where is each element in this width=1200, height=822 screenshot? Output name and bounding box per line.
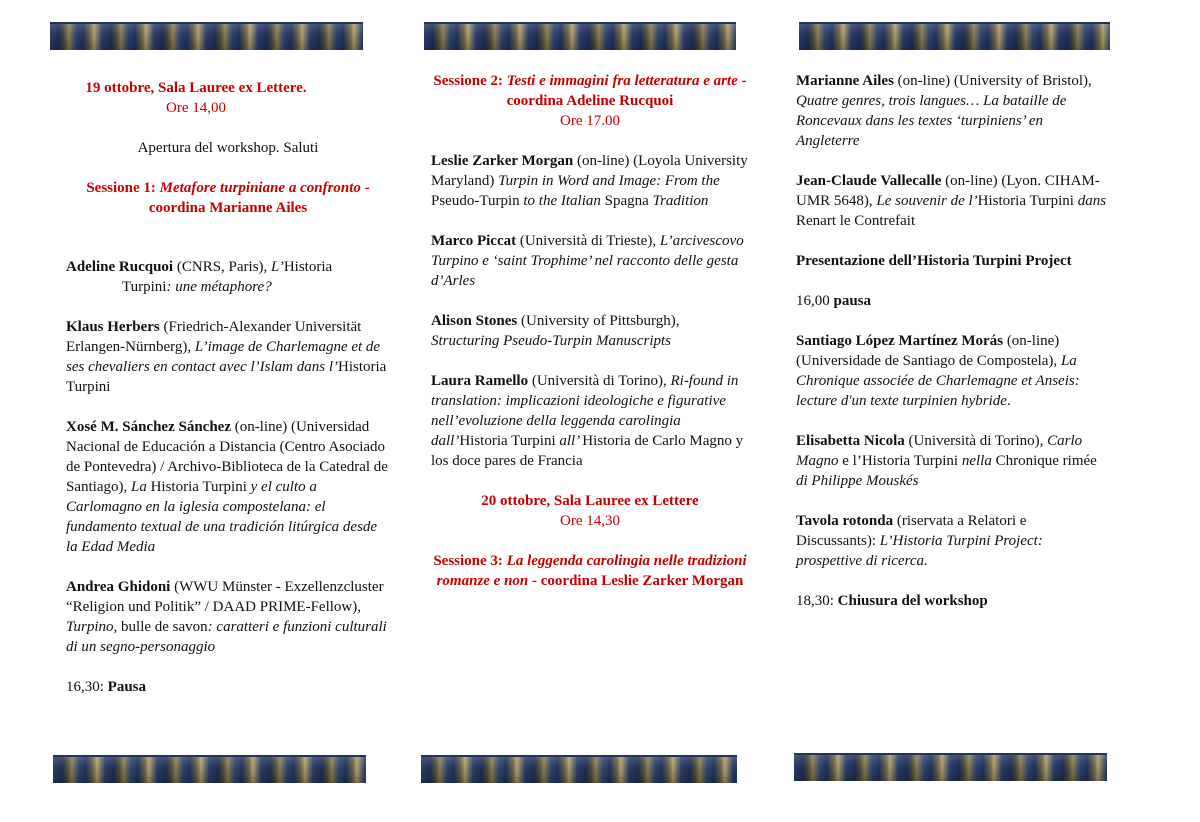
column-day2	[796, 71, 1108, 611]
decorative-strip-bottom-left	[53, 755, 366, 783]
day2-heading: 20 ottobre, Sala Lauree ex Lettere Ore 14,30	[481, 493, 699, 529]
talk-piccat: Marco Piccat (Università di Trieste), L’arcivescovo Turpino e ‘saint Trophime’ nel racconto delle gesta d’Arles	[431, 233, 744, 289]
talk-nicola: Elisabetta Nicola (Università di Torino), Carlo Magno e l’Historia Turpini nella Chronique rimée di Philippe Mouskés	[796, 433, 1097, 489]
session3-heading: Sessione 3: La leggenda carolingia nelle tradizioni romanze e non - coordina Leslie Zarker Morgan	[433, 553, 747, 589]
project-presentation: Presentazione dell’Historia Turpini Project	[796, 253, 1072, 269]
talk-rucquoi: Adeline Rucquoi (CNRS, Paris), L’Historia Turpini: une métaphore?	[66, 259, 333, 295]
opening-line: Apertura del workshop. Saluti	[137, 140, 319, 156]
session1-heading: Sessione 1: Metafore turpiniane a confronto - coordina Marianne Ailes	[86, 180, 370, 216]
talk-vallecalle: Jean-Claude Vallecalle (on-line) (Lyon. CIHAM-UMR 5648), Le souvenir de l’Historia Turpini dans Renart le Contrefait	[796, 173, 1107, 229]
pause-line-day2: 16,00 pausa	[796, 293, 872, 309]
decorative-strip-bottom-center	[421, 755, 737, 783]
talk-zarker-morgan: Leslie Zarker Morgan (on-line) (Loyola University Maryland) Turpin in Word and Image: From the Pseudo-Turpin to the Italian Spagna Tradition	[431, 153, 748, 209]
talk-stones: Alison Stones (University of Pittsburgh), Structuring Pseudo-Turpin Manuscripts	[431, 313, 680, 349]
session2-heading: Sessione 2: Testi e immagini fra letteratura e arte - coordina Adeline Rucquoi Ore 17.00	[433, 73, 747, 129]
round-table: Tavola rotonda (riservata a Relatori e Discussants): L’Historia Turpini Project: prospettive di ricerca.	[796, 513, 1043, 569]
talk-ghidoni: Andrea Ghidoni (WWU Münster - Exzellenzcluster “Religion und Politik” / DAAD PRIME-Fellow), Turpino, bulle de savon: caratteri e funzioni culturali di un segno-personaggio	[66, 579, 387, 655]
talk-lopez-martinez: Santiago López Martínez Morás (on-line) (Universidade de Santiago de Compostela), La Chronique associée de Charlemagne et Anseis: lecture d'un texte turpinien hybride.	[796, 333, 1080, 409]
decorative-strip-top-right	[799, 22, 1110, 50]
column-day1	[66, 78, 390, 697]
closing-line: 18,30: Chiusura del workshop	[796, 593, 988, 609]
decorative-strip-top-left	[50, 22, 363, 50]
day1-heading: 19 ottobre, Sala Lauree ex Lettere. Ore 14,00	[85, 80, 307, 116]
decorative-strip-bottom-right	[794, 753, 1107, 781]
talk-herbers: Klaus Herbers (Friedrich-Alexander Universität Erlangen-Nürnberg), L’image de Charlemagne et de ses chevaliers en contact avec l’Islam dans l’Historia Turpini	[66, 319, 387, 395]
talk-ailes: Marianne Ailes (on-line) (University of Bristol), Quatre genres, trois langues… La bataille de Roncevaux dans les textes ‘turpiniens’ en Angleterre	[796, 73, 1092, 149]
pause-line-day1: 16,30: Pausa	[66, 679, 147, 695]
column-day1-afternoon	[431, 71, 749, 591]
talk-ramello: Laura Ramello (Università di Torino), Ri-found in translation: implicazioni ideologiche e figurative nell’evoluzione della leggenda carolingia dall’Historia Turpini all’ Historia de Carlo Magno y los doce pares de Francia	[431, 373, 744, 469]
decorative-strip-top-center	[424, 22, 736, 50]
talk-sanchez: Xosé M. Sánchez Sánchez (on-line) (Universidad Nacional de Educación a Distancia (Centro Asociado de Pontevedra) / Archivo-Biblioteca de la Catedral de Santiago), La Historia Turpini y el culto a Carlomagno en la iglesia compostelana: el fundamento textual de una tradición litúrgica desde la Edad Media	[66, 419, 388, 555]
